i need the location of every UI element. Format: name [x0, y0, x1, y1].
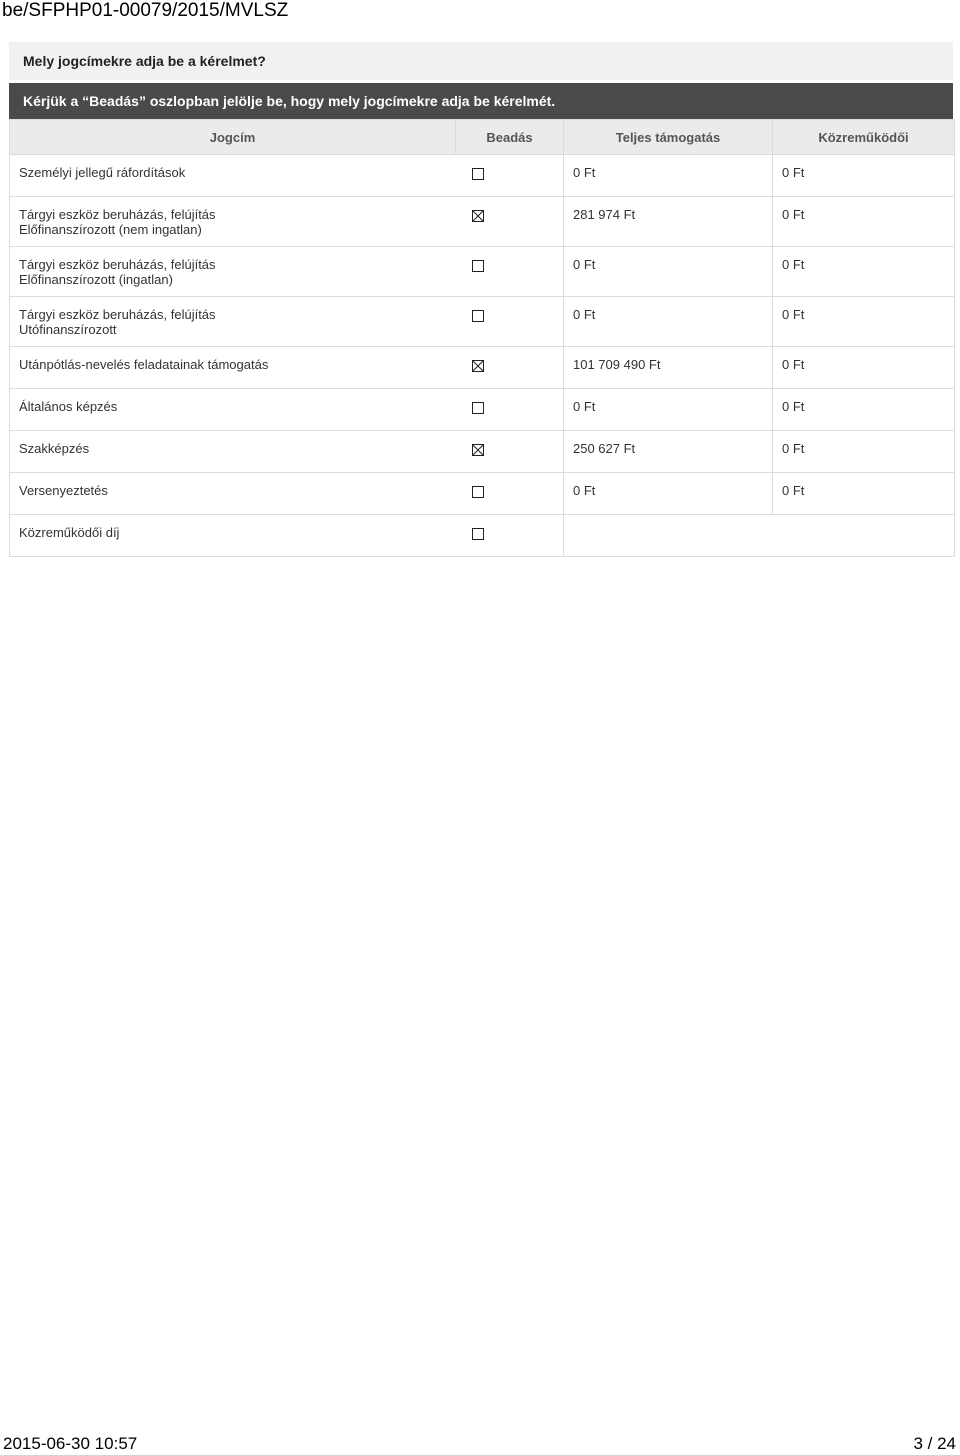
jogcim-cell	[10, 197, 456, 247]
checkmark-x-icon	[473, 211, 483, 221]
jogcim-table	[9, 119, 955, 557]
beadas-checkbox-checked[interactable]	[472, 210, 484, 222]
footer-page-number: 3 / 24	[913, 1434, 956, 1453]
beadas-checkbox[interactable]	[472, 402, 484, 414]
teljes-tamogatas-cell: 250 627 Ft	[564, 431, 773, 473]
beadas-checkbox[interactable]	[472, 486, 484, 498]
section-title: Mely jogcímekre adja be a kérelmet?	[9, 42, 953, 80]
table-row	[10, 347, 955, 389]
kozremukodoi-cell: 0 Ft	[773, 473, 955, 515]
jogcim-cell	[10, 389, 456, 431]
kozremukodoi-cell: 0 Ft	[773, 297, 955, 347]
jogcim-sublabel: Előfinanszírozott (nem ingatlan)	[19, 222, 202, 237]
beadas-checkbox[interactable]	[472, 260, 484, 272]
beadas-cell	[456, 347, 564, 389]
jogcim-cell	[10, 347, 456, 389]
teljes-tamogatas-cell: 0 Ft	[564, 247, 773, 297]
document-id: be/SFPHP01-00079/2015/MVLSZ	[2, 0, 289, 21]
jogcim-label: Utánpótlás-nevelés feladatainak támogatás	[19, 357, 269, 372]
kozremukodoi-cell: 0 Ft	[773, 155, 955, 197]
jogcim-cell	[10, 155, 456, 197]
kozremukodoi-cell: 0 Ft	[773, 431, 955, 473]
teljes-tamogatas-cell: 101 709 490 Ft	[564, 347, 773, 389]
teljes-tamogatas-cell: 0 Ft	[564, 389, 773, 431]
teljes-tamogatas-cell	[564, 515, 955, 557]
jogcim-label: Személyi jellegű ráfordítások	[19, 165, 186, 180]
beadas-cell	[456, 473, 564, 515]
header-kozremukodoi: Közreműködői	[773, 120, 955, 155]
beadas-checkbox[interactable]	[472, 528, 484, 540]
table-body	[10, 155, 955, 557]
beadas-checkbox[interactable]	[472, 310, 484, 322]
table-row	[10, 297, 955, 347]
footer-datetime: 2015-06-30 10:57	[3, 1434, 138, 1453]
jogcim-label: Tárgyi eszköz beruházás, felújítás	[19, 257, 216, 272]
beadas-cell	[456, 155, 564, 197]
kozremukodoi-cell: 0 Ft	[773, 197, 955, 247]
header-jogcim: Jogcím	[10, 120, 456, 155]
jogcim-label: Általános képzés	[19, 399, 118, 414]
table-row	[10, 431, 955, 473]
teljes-tamogatas-cell: 0 Ft	[564, 473, 773, 515]
header-beadas: Beadás	[456, 120, 564, 155]
teljes-tamogatas-cell: 0 Ft	[564, 297, 773, 347]
beadas-cell	[456, 431, 564, 473]
beadas-cell	[456, 389, 564, 431]
kozremukodoi-cell: 0 Ft	[773, 389, 955, 431]
beadas-cell	[456, 247, 564, 297]
jogcim-cell	[10, 515, 456, 557]
jogcim-cell	[10, 431, 456, 473]
teljes-tamogatas-cell: 281 974 Ft	[564, 197, 773, 247]
beadas-cell	[456, 297, 564, 347]
table-row	[10, 515, 955, 557]
kozremukodoi-cell: 0 Ft	[773, 247, 955, 297]
table-row	[10, 197, 955, 247]
jogcim-label: Közreműködői díj	[19, 525, 120, 540]
jogcim-sublabel: Előfinanszírozott (ingatlan)	[19, 272, 173, 287]
instruction-banner: Kérjük a “Beadás” oszlopban jelölje be, hogy mely jogcímekre adja be kérelmét.	[9, 83, 953, 119]
table-row	[10, 247, 955, 297]
beadas-cell	[456, 197, 564, 247]
jogcim-cell	[10, 247, 456, 297]
checkmark-x-icon	[473, 445, 483, 455]
jogcim-cell	[10, 473, 456, 515]
checkmark-x-icon	[473, 361, 483, 371]
table-row	[10, 389, 955, 431]
teljes-tamogatas-cell: 0 Ft	[564, 155, 773, 197]
jogcim-label: Tárgyi eszköz beruházás, felújítás	[19, 207, 216, 222]
kozremukodoi-cell: 0 Ft	[773, 347, 955, 389]
beadas-checkbox-checked[interactable]	[472, 444, 484, 456]
header-teljes-tamogatas: Teljes támogatás	[564, 120, 773, 155]
beadas-checkbox[interactable]	[472, 168, 484, 180]
jogcim-label: Tárgyi eszköz beruházás, felújítás	[19, 307, 216, 322]
jogcim-sublabel: Utófinanszírozott	[19, 322, 117, 337]
table-row	[10, 155, 955, 197]
jogcim-label: Versenyeztetés	[19, 483, 108, 498]
beadas-cell	[456, 515, 564, 557]
jogcim-cell	[10, 297, 456, 347]
table-header-row	[10, 120, 955, 155]
beadas-checkbox-checked[interactable]	[472, 360, 484, 372]
table-row	[10, 473, 955, 515]
jogcim-label: Szakképzés	[19, 441, 90, 456]
